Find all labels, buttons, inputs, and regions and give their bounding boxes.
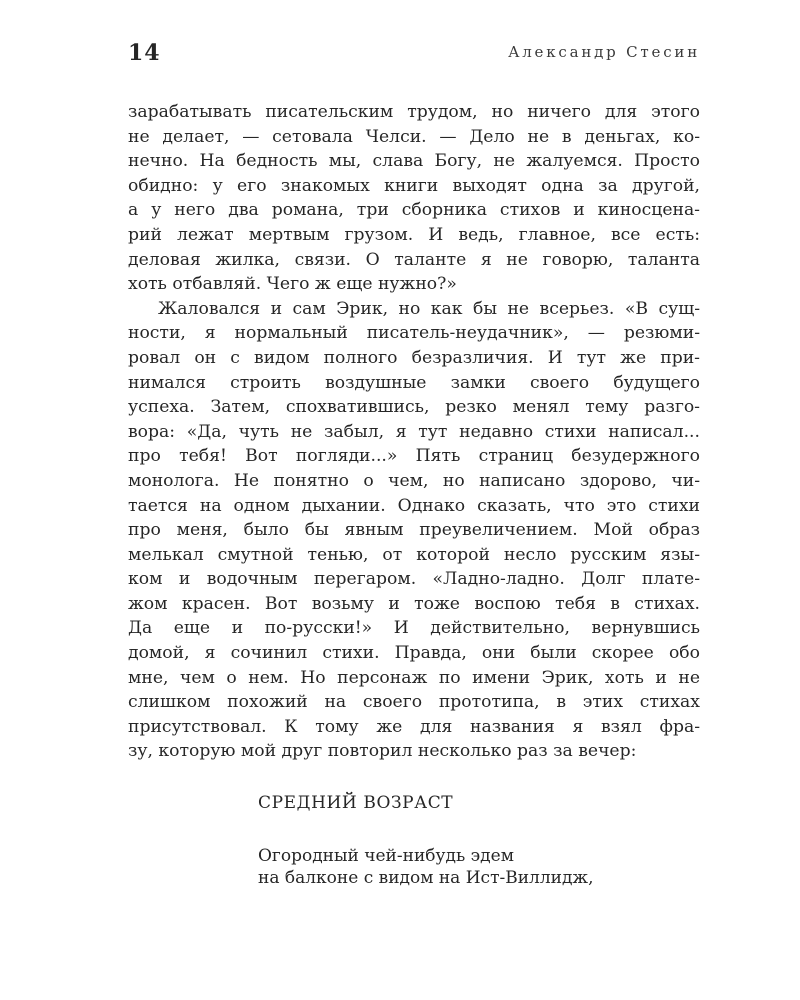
running-head-author: Александр Стесин xyxy=(508,43,700,61)
text-line: монолога. Не понятно о чем, но написано здорово, чи- xyxy=(128,470,700,491)
text-line: ности, я нормальный писатель-неудачник», — резюми- xyxy=(128,323,700,344)
text-line: Да еще и по-русски!» И действительно, вернувшись xyxy=(128,618,700,639)
text-line: домой, я сочинил стихи. Правда, они были скорее обо xyxy=(128,643,700,664)
text-line: не делает, — сетовала Челси. — Дело не в деньгах, ко- xyxy=(128,126,700,147)
text-line: про меня, было бы явным преувеличением. Мой образ xyxy=(128,520,700,541)
text-line: мне, чем о нем. Но персонаж по имени Эрик, хоть и не xyxy=(128,667,700,688)
text-line: Жаловался и сам Эрик, но как бы не всерьез. «В сущ- xyxy=(158,298,700,319)
text-line: тается на одном дыхании. Однако сказать, что это стихи xyxy=(128,495,700,516)
page-number: 14 xyxy=(128,40,161,66)
text-line: вора: «Да, чуть не забыл, я тут недавно стихи написал... xyxy=(128,421,700,442)
text-line: нечно. На бедность мы, слава Богу, не жалуемся. Просто xyxy=(128,151,700,172)
text-line: деловая жилка, связи. О таланте я не говорю, таланта xyxy=(128,249,700,270)
poem xyxy=(258,845,593,889)
text-line: нимался строить воздушные замки своего будущего xyxy=(128,372,700,393)
text-line: хоть отбавляй. Чего ж еще нужно?» xyxy=(128,274,457,295)
text-line: успеха. Затем, спохватившись, резко менял тему разго- xyxy=(128,397,700,418)
poem-title: СРЕДНИЙ ВОЗРАСТ xyxy=(258,793,454,813)
text-line: ровал он с видом полного безразличия. И тут же при- xyxy=(128,347,700,368)
text-line: рий лежат мертвым грузом. И ведь, главное, все есть: xyxy=(128,224,700,245)
text-line: обидно: у его знакомых книги выходят одна за другой, xyxy=(128,175,700,196)
poem-line: Огородный чей-нибудь эдем xyxy=(258,846,514,866)
body-text xyxy=(128,100,700,764)
text-line: жом красен. Вот возьму и тоже воспою тебя в стихах. xyxy=(128,593,700,614)
text-line: ком и водочным перегаром. «Ладно-ладно. Долг плате- xyxy=(128,569,700,590)
text-line: мелькал смутной тенью, от которой несло русским язы- xyxy=(128,544,700,565)
poem-line: на балконе с видом на Ист-Виллидж, xyxy=(258,868,594,888)
text-line: присутствовал. К тому же для названия я взял фра- xyxy=(128,716,700,737)
text-line: слишком похожий на своего прототипа, в этих стихах xyxy=(128,692,700,713)
text-line: зу, которую мой друг повторил несколько раз за вечер: xyxy=(128,741,637,762)
text-line: зарабатывать писательским трудом, но ничего для этого xyxy=(128,102,700,122)
text-line: про тебя! Вот погляди...» Пять страниц безудержного xyxy=(128,446,700,467)
text-line: а у него два романа, три сборника стихов и киносцена- xyxy=(128,200,700,221)
